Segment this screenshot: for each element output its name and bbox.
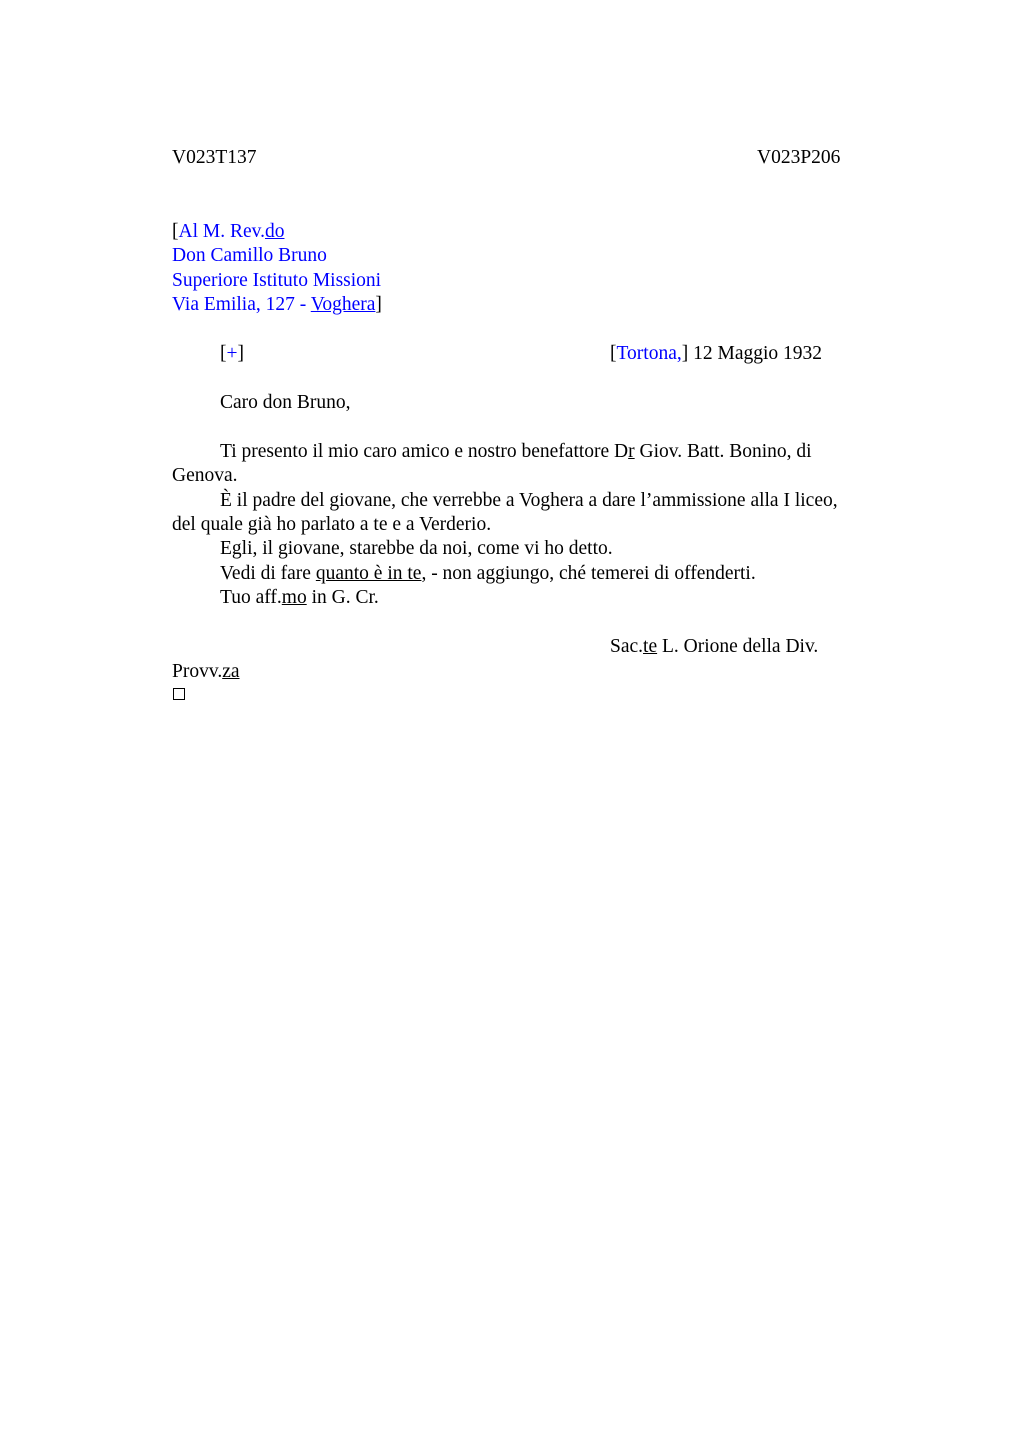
paragraph-4: Vedi di fare quanto è in te, - non aggiungo, ché temerei di offenderti. [220, 563, 756, 584]
salutation: Caro don Bruno, [220, 392, 351, 413]
signature-line-1: Sac.te L. Orione della Div. [610, 636, 819, 657]
cross-symbol: + [226, 343, 238, 364]
address-line-1 [172, 220, 284, 244]
recipient-role: Superiore Istituto Missioni [172, 270, 382, 291]
cross-mark: [+] [220, 343, 244, 364]
paragraph-2-continuation: del quale già ho parlato a te e a Verderio. [172, 514, 492, 535]
paragraph-2: È il padre del giovane, che verrebbe a Voghera a dare l’ammissione alla I liceo, [220, 490, 838, 511]
recipient-title: Al M. Rev. [178, 221, 265, 242]
date: 12 Maggio 1932 [688, 343, 823, 364]
paragraph-3: Egli, il giovane, starebbe da noi, come vi ho detto. [220, 538, 613, 559]
paragraph-1: Ti presento il mio caro amico e nostro benefattore Dr Giov. Batt. Bonino, di [220, 441, 812, 462]
place-and-date: [Tortona,] 12 Maggio 1932 [610, 343, 823, 364]
recipient-name: Don Camillo Bruno [172, 245, 327, 266]
street: Via Emilia, 127 - [172, 294, 311, 315]
place: Tortona, [616, 343, 682, 364]
end-square-icon [173, 688, 185, 700]
recipient-title-abbrev: do [264, 221, 285, 242]
address-street [172, 293, 382, 317]
bracket: [ [172, 221, 179, 242]
city: Voghera [310, 294, 376, 315]
closing: Tuo aff.mo in G. Cr. [220, 587, 379, 608]
document-code-left: V023T137 [172, 147, 257, 168]
paragraph-1-continuation: Genova. [172, 465, 238, 486]
signature-line-2: Provv.za [172, 661, 240, 682]
document-code-right: V023P206 [757, 147, 841, 168]
bracket: ] [375, 294, 382, 315]
